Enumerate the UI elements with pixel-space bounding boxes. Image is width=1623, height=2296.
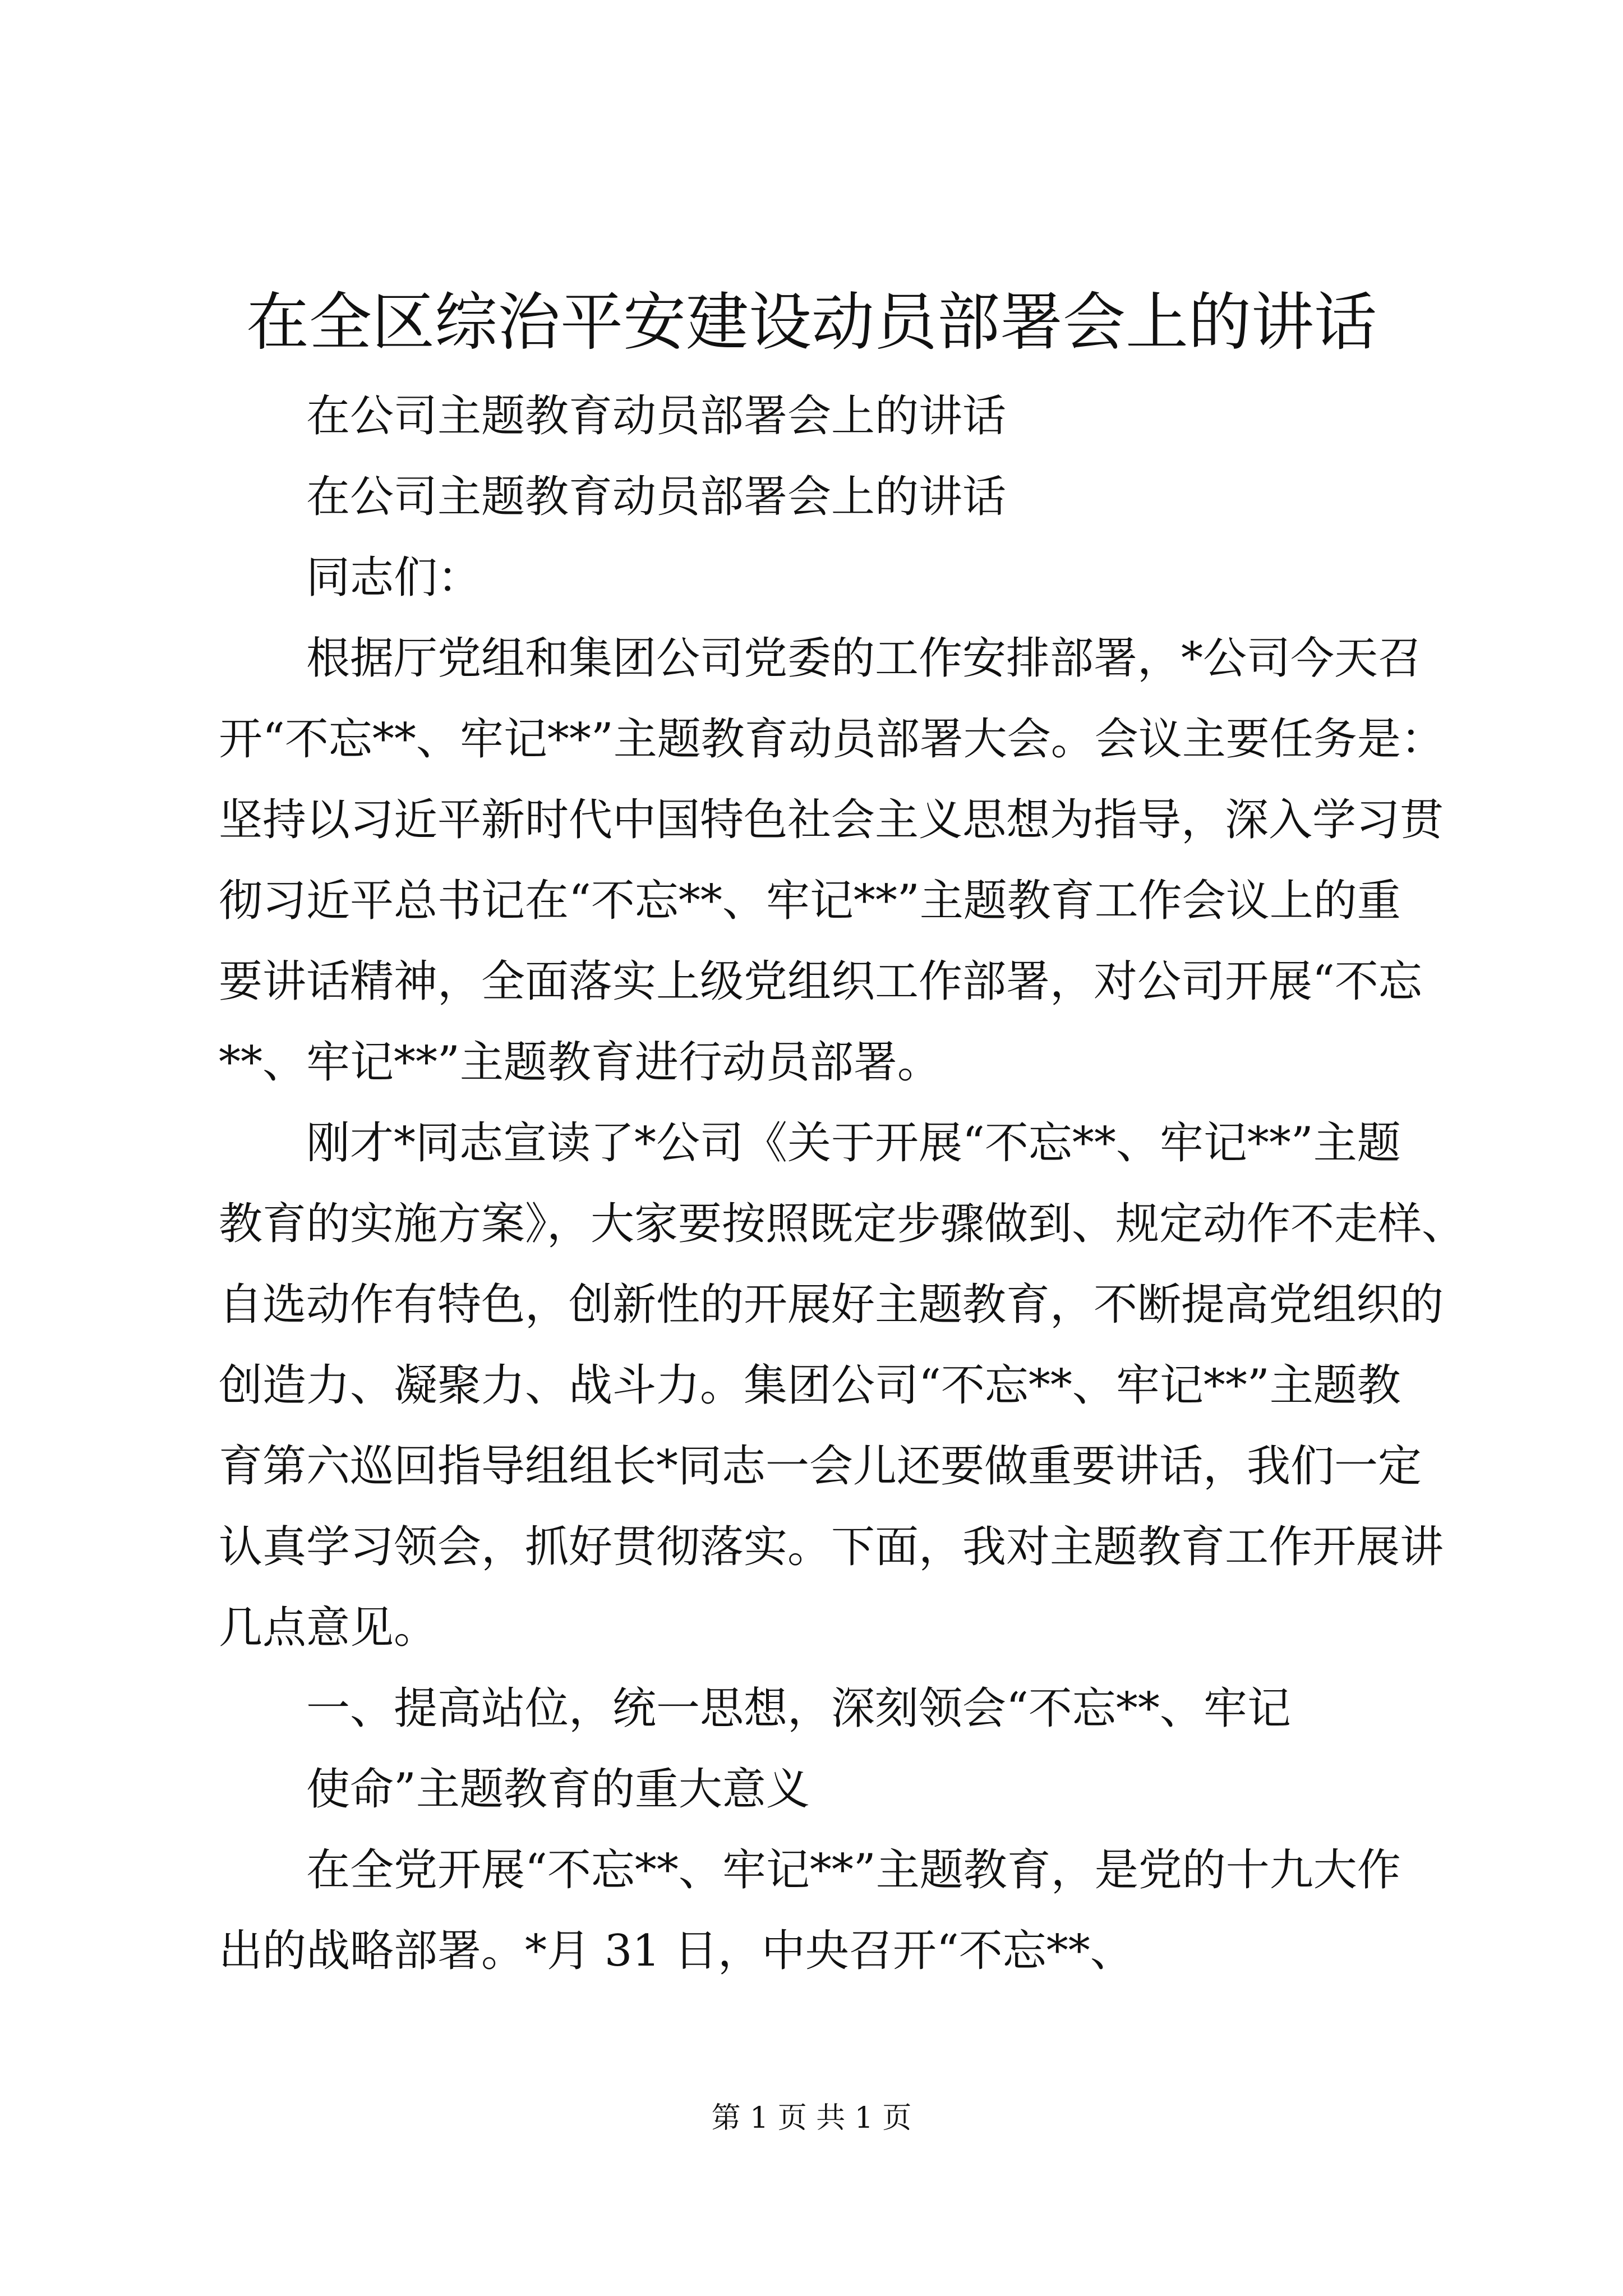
paragraph-line: 开“不忘**、牢记**”主题教育动员部署大会。会议主要任务是： [219, 714, 1445, 765]
document-body [219, 376, 1466, 1991]
paragraph-line: 出的战略部署。*月 31 日，中央召开“不忘**、 [219, 1926, 1134, 1976]
paragraph-line: 自选动作有特色，创新性的开展好主题教育，不断提高党组织的 [219, 1280, 1444, 1330]
subtitle-line: 在公司主题教育动员部署会上的讲话 [306, 472, 1007, 522]
paragraph-line: 几点意见。 [219, 1603, 438, 1653]
paragraph-line: **、牢记**”主题教育进行动员部署。 [219, 1037, 941, 1088]
paragraph-line: 创造力、凝聚力、战斗力。集团公司“不忘**、牢记**”主题教 [219, 1360, 1401, 1411]
paragraph-line: 刚才*同志宣读了*公司《关于开展“不忘**、牢记**”主题 [306, 1118, 1401, 1168]
subtitle-line: 在公司主题教育动员部署会上的讲话 [306, 391, 1007, 441]
paragraph-line: 坚持以习近平新时代中国特色社会主义思想为指导，深入学习贯 [219, 795, 1444, 845]
document-title: 在全区综治平安建设动员部署会上的讲话 [246, 286, 1377, 359]
section-heading-line: 使命”主题教育的重大意义 [306, 1764, 810, 1815]
paragraph-line: 要讲话精神，全面落实上级党组织工作部署，对公司开展“不忘 [219, 956, 1422, 1007]
paragraph-line: 育第六巡回指导组组长*同志一会儿还要做重要讲话，我们一定 [219, 1441, 1422, 1492]
paragraph-line: 彻习近平总书记在“不忘**、牢记**”主题教育工作会议上的重 [219, 876, 1401, 926]
paragraph-line: 认真学习领会，抓好贯彻落实。下面，我对主题教育工作开展讲 [219, 1522, 1444, 1572]
paragraph-line: 教育的实施方案》，大家要按照既定步骤做到、规定动作不走样、 [219, 1199, 1466, 1249]
section-heading-line: 一、提高站位，统一思想，深刻领会“不忘**、牢记 [306, 1683, 1291, 1734]
paragraph-line: 根据厅党组和集团公司党委的工作安排部署，*公司今天召 [306, 633, 1422, 684]
paragraph-line: 在全党开展“不忘**、牢记**”主题教育，是党的十九大作 [306, 1845, 1401, 1895]
salutation-line: 同志们： [306, 553, 482, 603]
page-footer: 第 1 页 共 1 页 [711, 2101, 912, 2135]
